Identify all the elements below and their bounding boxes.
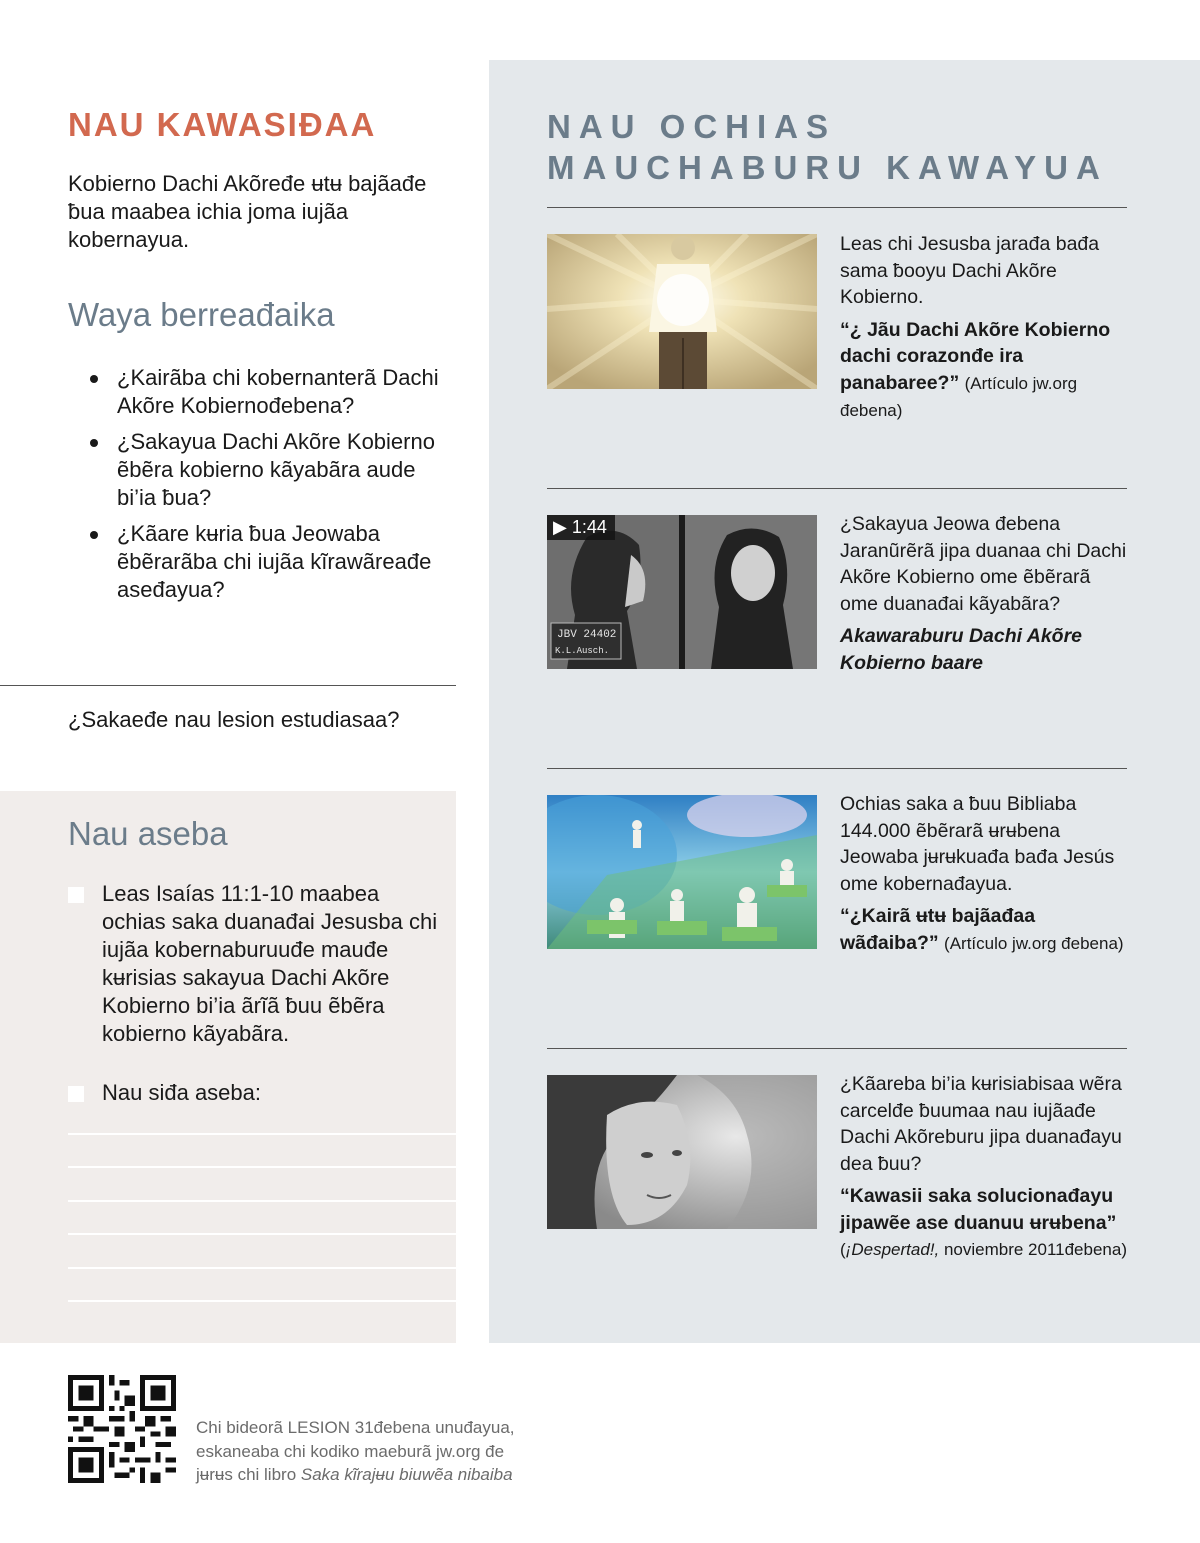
- ref-note: (Artículo jw.org đebena): [944, 933, 1124, 953]
- writing-line[interactable]: [68, 1267, 456, 1269]
- review-question: [90, 428, 450, 512]
- summary-text: Kobierno Dachi Akõređe ʉtʉ bajãađe ƀua maabea ichia joma iujãa kobernayua.: [68, 171, 427, 252]
- article-link[interactable]: “¿ Jãu Dachi Akõre Kobierno dachi corazonđe ira panabaree?”: [840, 318, 1111, 394]
- homework-item-text: Nau siđa aseba:: [102, 1080, 261, 1105]
- explore-item-desc: Ochias saka a ƀuu Bibliaba 144.000 ẽbẽrarã ʉrʉbena Jeowaba jʉrʉkuađa bađa Jesús ome kobernađayua.: [840, 793, 1115, 895]
- writing-line[interactable]: [68, 1300, 456, 1302]
- footer-line: jʉrʉs chi libro: [196, 1465, 301, 1484]
- footer-text: [196, 1416, 616, 1487]
- review-question-text: ¿Kãare kʉria ƀua Jeowaba ẽbẽrarãba chi iujãa kĩrawãreađe aseđayua?: [117, 521, 432, 602]
- homework-panel: [0, 791, 456, 1343]
- explore-item-ref[interactable]: [840, 623, 1130, 676]
- explore-item-ref[interactable]: [840, 903, 1130, 957]
- video-link[interactable]: Akawaraburu Dachi Akõre Kobierno baare: [840, 625, 1083, 674]
- explore-item: [840, 791, 1130, 957]
- homework-title: Nau aseba: [68, 815, 228, 852]
- svg-text:K.L.Ausch.: K.L.Ausch.: [555, 646, 610, 656]
- ref-source: ¡Despertad!,: [845, 1240, 940, 1259]
- woman-portrait-image[interactable]: [547, 1075, 817, 1229]
- ref-open: (: [840, 1240, 846, 1259]
- qr-code-icon[interactable]: [68, 1375, 176, 1483]
- section-divider: [547, 1048, 1127, 1049]
- writing-line[interactable]: [68, 1166, 456, 1168]
- explore-item: [840, 511, 1130, 676]
- footer-line: Chi bideorã LESION 31đebena unuđayua,: [196, 1418, 515, 1437]
- checkbox-icon[interactable]: [68, 1086, 84, 1102]
- explore-title-line: MAUCHABURU KAWAYUA: [547, 149, 1108, 186]
- explore-item-desc: Leas chi Jesusba jarađa bađa sama ƀooyu Dachi Akõre Kobierno.: [840, 233, 1100, 308]
- section-divider: [0, 685, 456, 686]
- ref-date: noviembre 2011đebena): [939, 1240, 1127, 1259]
- article-link[interactable]: “¿Kairã ʉtʉ bajãađaa wãđaiba?”: [840, 905, 1036, 954]
- explore-item-desc: ¿Kãareba bi’ia kʉrisiabisaa wẽra carcelđe ƀuumaa nau iujãađe Dachi Akõreburu jipa duanađayu dea ƀuu?: [840, 1073, 1122, 1175]
- summary-title: NAU KAWASIƉAA: [68, 106, 377, 143]
- glowing-man-image[interactable]: [547, 234, 817, 389]
- ref-note: (Artículo jw.org đebena): [840, 373, 1078, 420]
- review-title: Waya berreađaika: [68, 296, 335, 333]
- homework-item[interactable]: [68, 1079, 443, 1107]
- bullet-icon: [90, 531, 98, 539]
- article-link[interactable]: “Kawasii saka solucionađayu jipawẽe ase duanuu ʉrʉbena”: [840, 1185, 1117, 1234]
- footer-line: eskaneaba chi kodiko maeburã jw.org đe: [196, 1441, 505, 1461]
- writing-line[interactable]: [68, 1200, 456, 1202]
- bullet-icon: [90, 439, 98, 447]
- lesson-question: ¿Sakaeđe nau lesion estudiasaa?: [68, 707, 400, 732]
- review-question: [90, 520, 450, 604]
- explore-item-desc: ¿Sakayua Jeowa đebena Jaranũrẽrã jipa duanaa chi Dachi Akõre Kobierno ome ẽbẽrarã ome duanađai kãyabãra?: [840, 513, 1127, 615]
- review-question-text: ¿Kairãba chi kobernanterã Dachi Akõre Kobiernođebena?: [117, 365, 439, 418]
- video-play-badge[interactable]: [547, 515, 615, 540]
- review-question-text: ¿Sakayua Dachi Akõre Kobierno ẽbẽra kobierno kãyabãra aude bi’ia ƀua?: [117, 429, 435, 510]
- video-duration: 1:44: [571, 517, 607, 537]
- homework-item-text: Leas Isaías 11:1-10 maabea ochias saka duanađai Jesusba chi iujãa kobernaburuuđe mauđe kʉrisias sakayua Dachi Akõre Kobierno bi’ia ãrĩã ƀuu ẽbẽra kobierno kãyabãra.: [102, 881, 438, 1046]
- review-questions-list: [90, 364, 450, 612]
- writing-line[interactable]: [68, 1133, 456, 1135]
- review-question: [90, 364, 450, 420]
- explore-item-ref[interactable]: [840, 1183, 1130, 1264]
- homework-item[interactable]: [68, 880, 443, 1048]
- section-divider: [547, 207, 1127, 208]
- svg-text:JBV 24402: JBV 24402: [557, 629, 617, 641]
- section-divider: [547, 488, 1127, 489]
- explore-title: [547, 106, 1108, 188]
- bullet-icon: [90, 375, 98, 383]
- explore-item-ref[interactable]: [840, 317, 1130, 425]
- book-title: Saka kĩrajʉu biuwẽa nibaiba: [300, 1465, 513, 1484]
- play-icon[interactable]: ▶: [553, 517, 567, 537]
- prisoner-photo-image[interactable]: [547, 515, 817, 669]
- writing-line[interactable]: [68, 1233, 456, 1235]
- explore-item: [840, 231, 1130, 425]
- section-divider: [547, 768, 1127, 769]
- explore-item: [840, 1071, 1130, 1264]
- checkbox-icon[interactable]: [68, 887, 84, 903]
- ref-note: [840, 1240, 1127, 1259]
- heavenly-rulers-image[interactable]: [547, 795, 817, 949]
- explore-title-line: NAU OCHIAS: [547, 108, 837, 145]
